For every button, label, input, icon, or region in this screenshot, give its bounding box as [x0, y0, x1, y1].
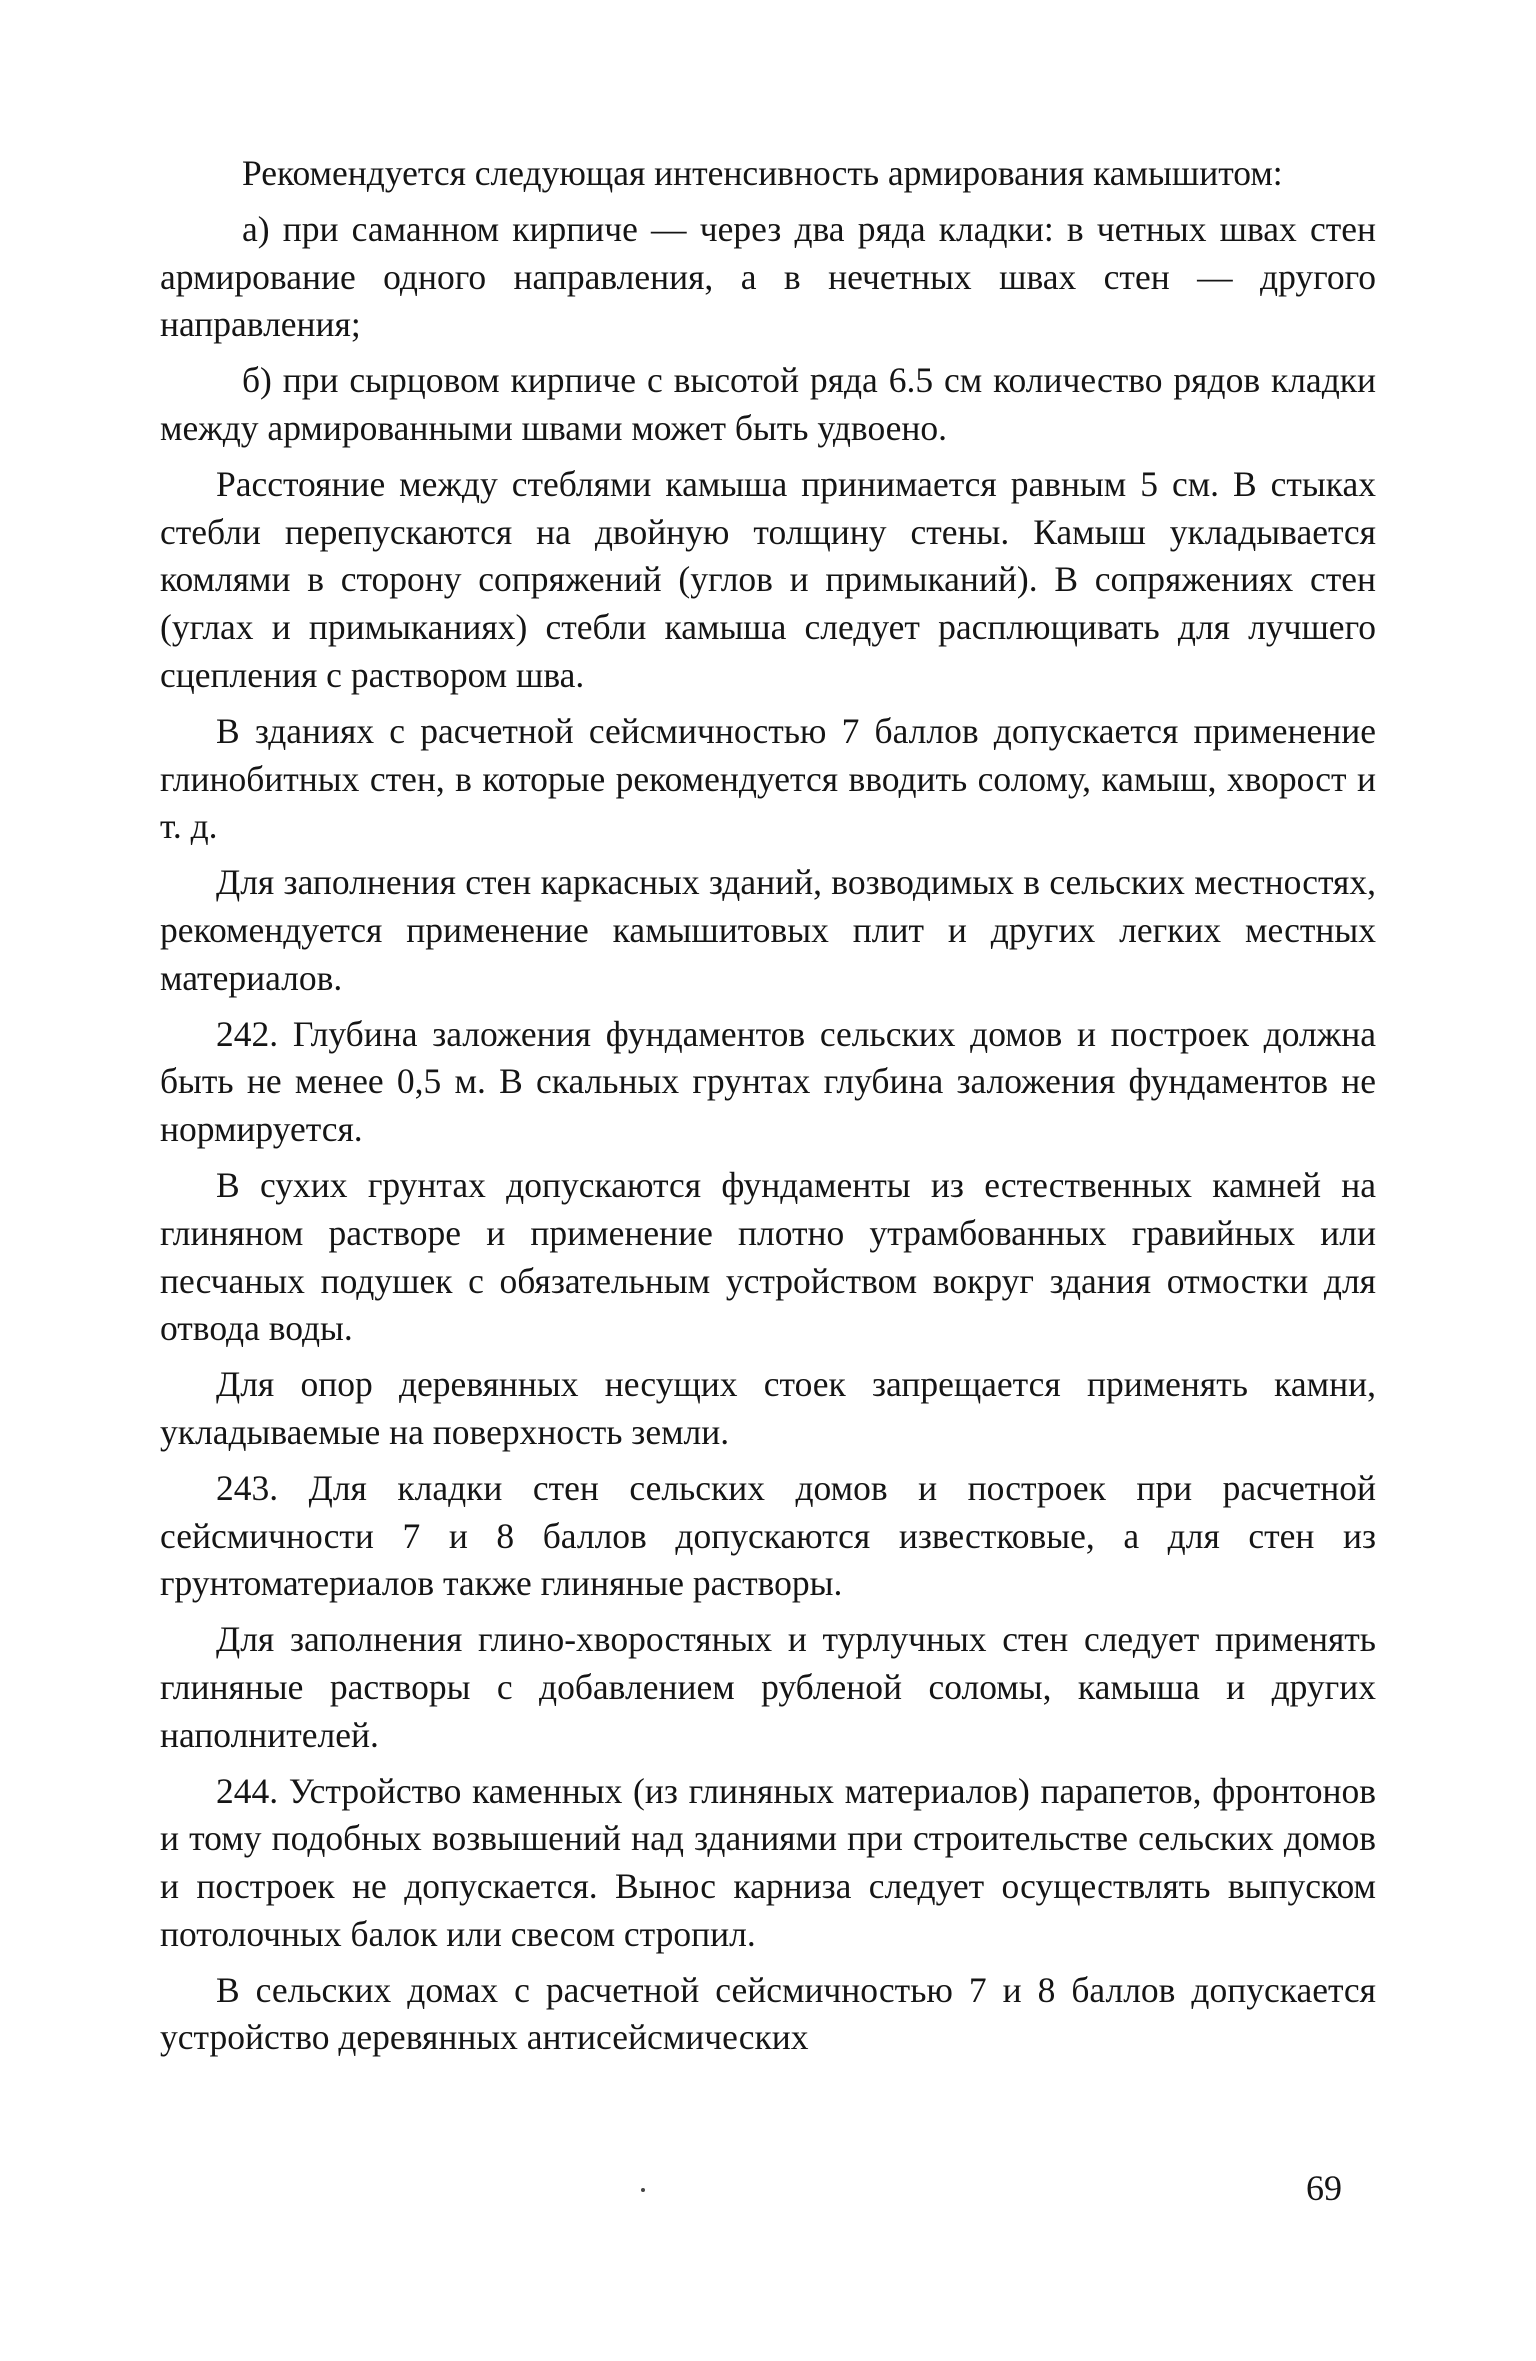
paragraph-reinforcement-intensity: Рекомендуется следующая интенсивность армирования камышитом: [242, 153, 1283, 193]
page-number: 69 [1306, 2168, 1342, 2208]
paragraph-item-a: а) при саманном кирпиче — через два ряда кладки: в четных швах стен армирование одного направления, а в нечетных швах стен — другого направления; [160, 208, 1376, 345]
paragraph-section-244: 244. Устройство каменных (из глиняных материалов) парапетов, фронтонов и тому подобных возвышений над зданиями при строительстве сельских домов и построек не допускается. Вынос карниза следует осуществлять выпуском потолочных балок или свесом стропил. [160, 1770, 1376, 1954]
paragraph-rural-houses: В сельских домах с расчетной сейсмичностью 7 и 8 баллов допускается устройство деревянных антисейсмических [160, 1969, 1376, 2058]
paragraph-seismicity-7: В зданиях с расчетной сейсмичностью 7 баллов допускается применение глинобитных стен, в которые рекомендуется вводить солому, камыш, хворост и т. д. [160, 710, 1376, 847]
paragraph-clay-mortars: Для заполнения глино-хворостяных и турлучных стен следует применять глиняные растворы с добавлением рубленой соломы, камыша и других наполнителей. [160, 1619, 1376, 1755]
paragraph-section-243: 243. Для кладки стен сельских домов и построек при расчетной сейсмичности 7 и 8 баллов допускаются известковые, а для стен из грунтоматериалов также глиняные растворы. [160, 1467, 1376, 1604]
paragraph-frame-walls: Для заполнения стен каркасных зданий, возводимых в сельских местностях, рекомендуется применение камышитовых плит и других легких местных материалов. [160, 862, 1376, 998]
paragraph-item-b: б) при сырцовом кирпиче с высотой ряда 6.5 см количество рядов кладки между армированными швами может быть удвоено. [160, 360, 1376, 448]
paragraph-dry-soils: В сухих грунтах допускаются фундаменты из естественных камней на глиняном растворе и применение плотно утрамбованных гравийных или песчаных подушек с обязательным устройством вокруг здания отмостки для отвода воды. [160, 1164, 1376, 1349]
paragraph-wooden-posts: Для опор деревянных несущих стоек запрещается применять камни, укладываемые на поверхность земли. [160, 1364, 1376, 1452]
document-page [160, 150, 1376, 2070]
paragraph-section-242: 242. Глубина заложения фундаментов сельских домов и построек должна быть не менее 0,5 м. В скальных грунтах глубина заложения фундаментов не нормируется. [160, 1013, 1376, 1150]
print-dot-mark [641, 2188, 645, 2192]
paragraph-reed-spacing: Расстояние между стеблями камыша принимается равным 5 см. В стыках стебли перепускаются на двойную толщину стены. Камыш укладывается комлями в сторону сопряжений (углов и примыканий). В сопряжениях стен (углах и примыканиях) стебли камыша следует расплющивать для лучшего сцепления с раствором шва. [160, 463, 1376, 695]
